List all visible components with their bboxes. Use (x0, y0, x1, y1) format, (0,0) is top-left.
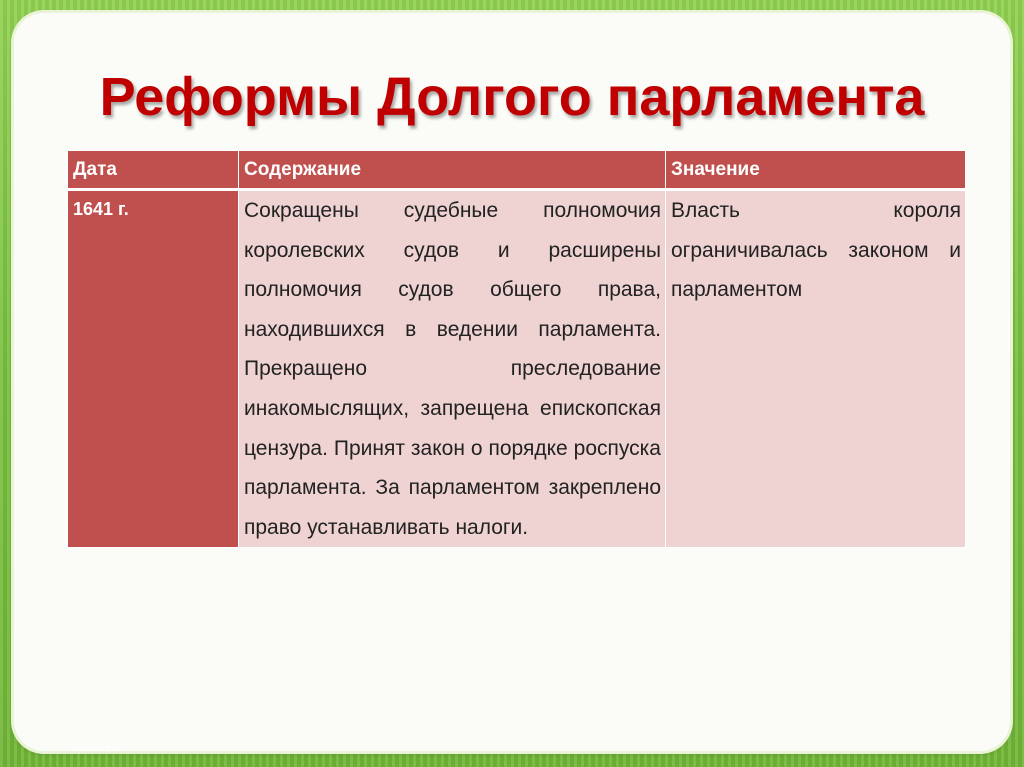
content-text: Сокращены судебные полномочия королевских судов и расширены полномочия судов общего права, находившихся в ведении парламента. Прекращено преследование инакомыслящих, запрещена епископская цензура. Принят закон о порядке роспуска парламента. За парламентом закреплено право устанавливать налоги. (244, 199, 661, 539)
date-text: 1641 г. (73, 199, 129, 219)
content-cell (239, 190, 666, 548)
column-header-content: Содержание (239, 151, 666, 190)
watermark: myshared.ru (70, 744, 121, 754)
reforms-table (67, 150, 966, 548)
column-header-meaning: Значение (666, 151, 966, 190)
slide-title: Реформы Долгого парламента (99, 67, 925, 127)
date-cell (68, 190, 239, 548)
meaning-text: Власть короля ограничивалась законом и парламентом (671, 199, 961, 302)
table-row (68, 190, 966, 548)
column-header-date: Дата (68, 151, 239, 190)
table-header-row (68, 151, 966, 190)
meaning-cell (666, 190, 966, 548)
